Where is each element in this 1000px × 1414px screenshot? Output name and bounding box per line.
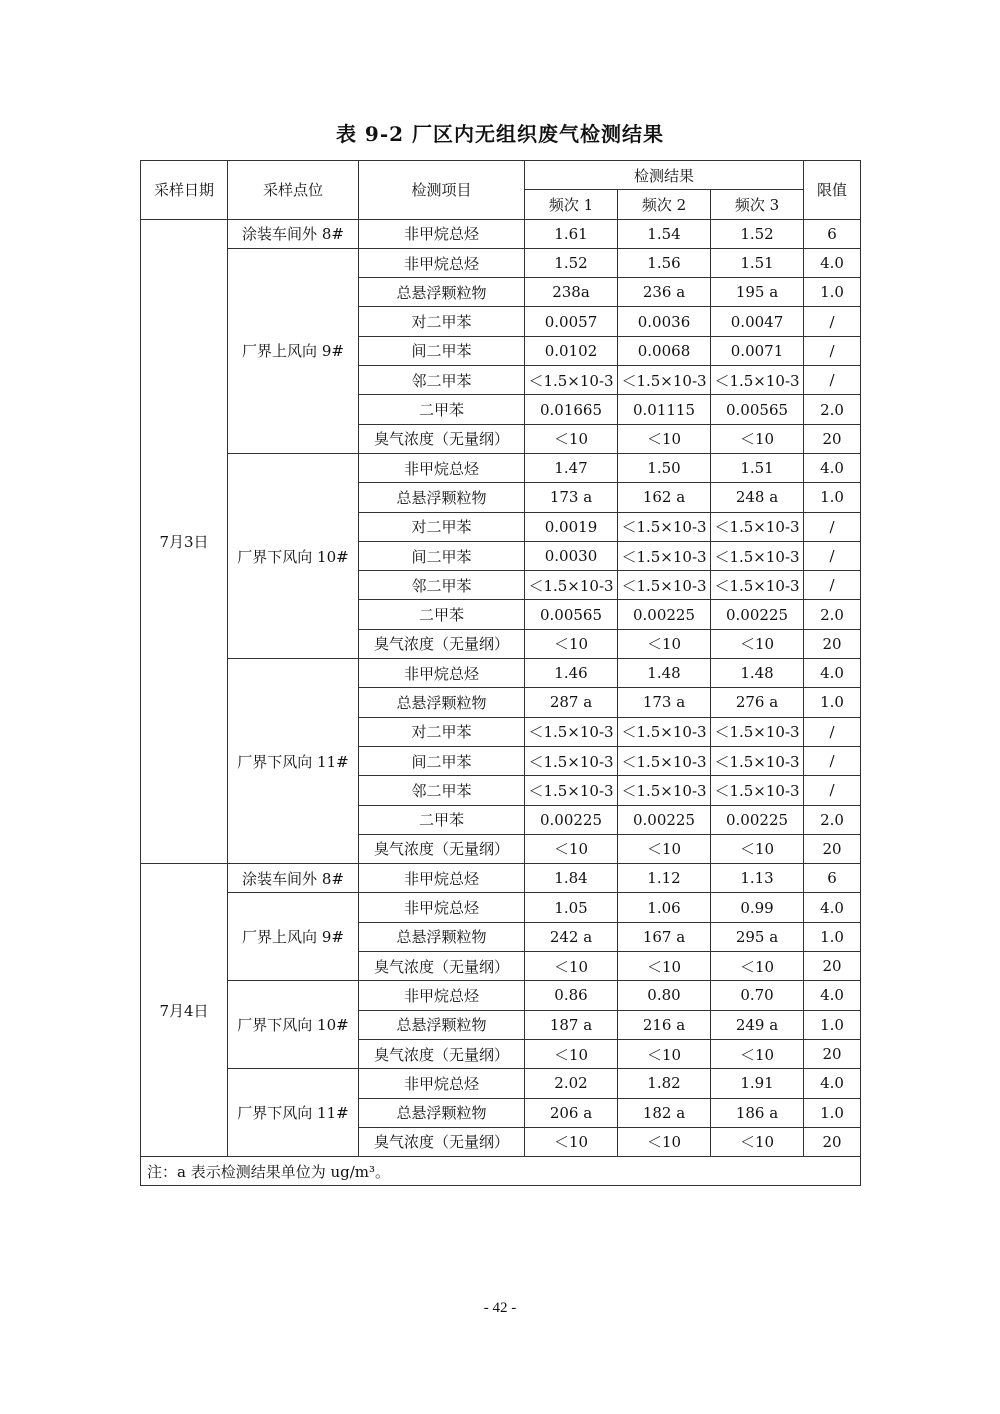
value-cell: ＜1.5×10-3 xyxy=(711,366,804,395)
item-cell: 总悬浮颗粒物 xyxy=(359,688,525,717)
value-cell: 0.0030 xyxy=(525,541,618,570)
value-cell: ＜1.5×10-3 xyxy=(618,366,711,395)
value-cell: ＜1.5×10-3 xyxy=(525,366,618,395)
value-cell: ＜10 xyxy=(618,834,711,863)
location-cell: 厂界上风向 9# xyxy=(228,893,359,981)
limit-cell: 1.0 xyxy=(804,1098,861,1127)
value-cell: 173 a xyxy=(618,688,711,717)
limit-cell: 1.0 xyxy=(804,688,861,717)
value-cell: 242 a xyxy=(525,922,618,951)
item-cell: 非甲烷总烃 xyxy=(359,659,525,688)
value-cell: ＜1.5×10-3 xyxy=(525,717,618,746)
value-cell: ＜10 xyxy=(711,1039,804,1068)
value-cell: 0.01665 xyxy=(525,395,618,424)
value-cell: 0.0102 xyxy=(525,336,618,365)
value-cell: 0.80 xyxy=(618,981,711,1010)
table-row xyxy=(141,981,861,1010)
table-note: 注：a 表示检测结果单位为 ug/m³。 xyxy=(141,1157,861,1186)
value-cell: ＜1.5×10-3 xyxy=(711,541,804,570)
item-cell: 对二甲苯 xyxy=(359,512,525,541)
value-cell: 238a xyxy=(525,278,618,307)
value-cell: ＜10 xyxy=(711,629,804,658)
header-freq-3: 频次 3 xyxy=(711,190,804,219)
value-cell: 287 a xyxy=(525,688,618,717)
location-cell: 厂界下风向 10# xyxy=(228,981,359,1069)
value-cell: 167 a xyxy=(618,922,711,951)
value-cell: 0.99 xyxy=(711,893,804,922)
item-cell: 邻二甲苯 xyxy=(359,366,525,395)
header-item: 检测项目 xyxy=(359,161,525,220)
date-cell: 7月4日 xyxy=(141,864,228,1157)
table-row xyxy=(141,893,861,922)
item-cell: 非甲烷总烃 xyxy=(359,893,525,922)
value-cell: 1.56 xyxy=(618,248,711,277)
value-cell: ＜1.5×10-3 xyxy=(711,512,804,541)
limit-cell: / xyxy=(804,717,861,746)
location-cell: 涂装车间外 8# xyxy=(228,219,359,248)
value-cell: ＜1.5×10-3 xyxy=(711,571,804,600)
limit-cell: / xyxy=(804,746,861,775)
item-cell: 对二甲苯 xyxy=(359,717,525,746)
header-freq-2: 频次 2 xyxy=(618,190,711,219)
value-cell: 0.0047 xyxy=(711,307,804,336)
limit-cell: 2.0 xyxy=(804,805,861,834)
value-cell: ＜1.5×10-3 xyxy=(618,717,711,746)
value-cell: 1.91 xyxy=(711,1069,804,1098)
value-cell: 295 a xyxy=(711,922,804,951)
value-cell: ＜10 xyxy=(711,424,804,453)
limit-cell: 1.0 xyxy=(804,278,861,307)
value-cell: 0.00225 xyxy=(618,600,711,629)
item-cell: 臭气浓度（无量纲） xyxy=(359,952,525,981)
item-cell: 二甲苯 xyxy=(359,395,525,424)
value-cell: 0.0071 xyxy=(711,336,804,365)
value-cell: ＜1.5×10-3 xyxy=(711,776,804,805)
value-cell: 182 a xyxy=(618,1098,711,1127)
location-cell: 厂界下风向 11# xyxy=(228,659,359,864)
value-cell: 0.70 xyxy=(711,981,804,1010)
limit-cell: / xyxy=(804,512,861,541)
limit-cell: / xyxy=(804,541,861,570)
item-cell: 邻二甲苯 xyxy=(359,776,525,805)
location-cell: 厂界上风向 9# xyxy=(228,248,359,453)
value-cell: 162 a xyxy=(618,483,711,512)
value-cell: ＜10 xyxy=(618,424,711,453)
value-cell: 1.54 xyxy=(618,219,711,248)
value-cell: ＜1.5×10-3 xyxy=(618,746,711,775)
limit-cell: 1.0 xyxy=(804,1010,861,1039)
value-cell: 1.05 xyxy=(525,893,618,922)
item-cell: 臭气浓度（无量纲） xyxy=(359,1039,525,1068)
item-cell: 总悬浮颗粒物 xyxy=(359,278,525,307)
header-date: 采样日期 xyxy=(141,161,228,220)
value-cell: ＜1.5×10-3 xyxy=(525,746,618,775)
value-cell: 187 a xyxy=(525,1010,618,1039)
limit-cell: 2.0 xyxy=(804,395,861,424)
results-table xyxy=(140,160,861,1186)
value-cell: ＜10 xyxy=(618,1039,711,1068)
item-cell: 臭气浓度（无量纲） xyxy=(359,834,525,863)
limit-cell: / xyxy=(804,336,861,365)
limit-cell: 2.0 xyxy=(804,600,861,629)
value-cell: ＜10 xyxy=(618,1127,711,1156)
location-cell: 涂装车间外 8# xyxy=(228,864,359,893)
item-cell: 总悬浮颗粒物 xyxy=(359,922,525,951)
value-cell: ＜10 xyxy=(525,424,618,453)
limit-cell: 4.0 xyxy=(804,981,861,1010)
item-cell: 总悬浮颗粒物 xyxy=(359,1098,525,1127)
table-title: 表 9-2 厂区内无组织废气检测结果 xyxy=(335,122,665,146)
item-cell: 总悬浮颗粒物 xyxy=(359,483,525,512)
value-cell: ＜1.5×10-3 xyxy=(618,541,711,570)
header-location: 采样点位 xyxy=(228,161,359,220)
value-cell: ＜10 xyxy=(711,834,804,863)
item-cell: 非甲烷总烃 xyxy=(359,981,525,1010)
value-cell: 0.0057 xyxy=(525,307,618,336)
value-cell: 1.51 xyxy=(711,453,804,482)
item-cell: 间二甲苯 xyxy=(359,336,525,365)
value-cell: ＜10 xyxy=(711,1127,804,1156)
header-results: 检测结果 xyxy=(525,161,804,190)
value-cell: 0.00225 xyxy=(711,600,804,629)
item-cell: 臭气浓度（无量纲） xyxy=(359,1127,525,1156)
value-cell: ＜10 xyxy=(525,834,618,863)
value-cell: 0.00225 xyxy=(525,805,618,834)
item-cell: 间二甲苯 xyxy=(359,541,525,570)
limit-cell: / xyxy=(804,571,861,600)
value-cell: 186 a xyxy=(711,1098,804,1127)
header-limit: 限值 xyxy=(804,161,861,220)
limit-cell: / xyxy=(804,776,861,805)
limit-cell: 1.0 xyxy=(804,922,861,951)
value-cell: 1.50 xyxy=(618,453,711,482)
value-cell: 0.00565 xyxy=(525,600,618,629)
value-cell: ＜10 xyxy=(618,952,711,981)
value-cell: ＜10 xyxy=(525,629,618,658)
value-cell: 248 a xyxy=(711,483,804,512)
table-body xyxy=(141,219,861,1157)
item-cell: 对二甲苯 xyxy=(359,307,525,336)
header-freq-1: 频次 1 xyxy=(525,190,618,219)
value-cell: 1.47 xyxy=(525,453,618,482)
value-cell: 1.48 xyxy=(618,659,711,688)
value-cell: ＜10 xyxy=(525,1127,618,1156)
item-cell: 非甲烷总烃 xyxy=(359,219,525,248)
limit-cell: 4.0 xyxy=(804,1069,861,1098)
item-cell: 邻二甲苯 xyxy=(359,571,525,600)
item-cell: 非甲烷总烃 xyxy=(359,248,525,277)
value-cell: 1.84 xyxy=(525,864,618,893)
value-cell: 206 a xyxy=(525,1098,618,1127)
value-cell: ＜10 xyxy=(525,952,618,981)
limit-cell: 20 xyxy=(804,424,861,453)
limit-cell: / xyxy=(804,307,861,336)
value-cell: 249 a xyxy=(711,1010,804,1039)
value-cell: 1.46 xyxy=(525,659,618,688)
value-cell: 2.02 xyxy=(525,1069,618,1098)
item-cell: 间二甲苯 xyxy=(359,746,525,775)
value-cell: ＜1.5×10-3 xyxy=(525,571,618,600)
item-cell: 非甲烷总烃 xyxy=(359,864,525,893)
value-cell: ＜10 xyxy=(618,629,711,658)
value-cell: 1.48 xyxy=(711,659,804,688)
limit-cell: 20 xyxy=(804,629,861,658)
item-cell: 臭气浓度（无量纲） xyxy=(359,629,525,658)
value-cell: ＜1.5×10-3 xyxy=(618,512,711,541)
limit-cell: 4.0 xyxy=(804,893,861,922)
value-cell: ＜1.5×10-3 xyxy=(618,776,711,805)
value-cell: ＜10 xyxy=(525,1039,618,1068)
limit-cell: 4.0 xyxy=(804,453,861,482)
value-cell: ＜1.5×10-3 xyxy=(711,717,804,746)
table-row xyxy=(141,864,861,893)
limit-cell: 4.0 xyxy=(804,659,861,688)
value-cell: 1.06 xyxy=(618,893,711,922)
limit-cell: 20 xyxy=(804,1039,861,1068)
value-cell: 0.0068 xyxy=(618,336,711,365)
value-cell: 0.86 xyxy=(525,981,618,1010)
item-cell: 非甲烷总烃 xyxy=(359,1069,525,1098)
value-cell: ＜1.5×10-3 xyxy=(711,746,804,775)
table-row xyxy=(141,1069,861,1098)
limit-cell: 1.0 xyxy=(804,483,861,512)
value-cell: 0.0036 xyxy=(618,307,711,336)
value-cell: 0.00225 xyxy=(711,805,804,834)
value-cell: 0.0019 xyxy=(525,512,618,541)
value-cell: 1.52 xyxy=(525,248,618,277)
item-cell: 臭气浓度（无量纲） xyxy=(359,424,525,453)
table-row xyxy=(141,248,861,277)
value-cell: 216 a xyxy=(618,1010,711,1039)
limit-cell: / xyxy=(804,366,861,395)
limit-cell: 6 xyxy=(804,864,861,893)
value-cell: ＜1.5×10-3 xyxy=(525,776,618,805)
table-row xyxy=(141,219,861,248)
item-cell: 非甲烷总烃 xyxy=(359,453,525,482)
value-cell: 1.12 xyxy=(618,864,711,893)
location-cell: 厂界下风向 10# xyxy=(228,453,359,658)
limit-cell: 20 xyxy=(804,1127,861,1156)
limit-cell: 6 xyxy=(804,219,861,248)
table-row xyxy=(141,453,861,482)
value-cell: ＜10 xyxy=(711,952,804,981)
limit-cell: 4.0 xyxy=(804,248,861,277)
value-cell: 1.82 xyxy=(618,1069,711,1098)
item-cell: 二甲苯 xyxy=(359,600,525,629)
value-cell: 195 a xyxy=(711,278,804,307)
value-cell: 0.00225 xyxy=(618,805,711,834)
date-cell: 7月3日 xyxy=(141,219,228,864)
page-number: - 42 - xyxy=(483,1300,517,1316)
value-cell: 236 a xyxy=(618,278,711,307)
value-cell: 1.61 xyxy=(525,219,618,248)
item-cell: 二甲苯 xyxy=(359,805,525,834)
value-cell: ＜1.5×10-3 xyxy=(618,571,711,600)
value-cell: 1.13 xyxy=(711,864,804,893)
value-cell: 173 a xyxy=(525,483,618,512)
limit-cell: 20 xyxy=(804,834,861,863)
limit-cell: 20 xyxy=(804,952,861,981)
value-cell: 0.01115 xyxy=(618,395,711,424)
item-cell: 总悬浮颗粒物 xyxy=(359,1010,525,1039)
table-row xyxy=(141,659,861,688)
value-cell: 1.52 xyxy=(711,219,804,248)
value-cell: 0.00565 xyxy=(711,395,804,424)
value-cell: 276 a xyxy=(711,688,804,717)
location-cell: 厂界下风向 11# xyxy=(228,1069,359,1157)
value-cell: 1.51 xyxy=(711,248,804,277)
